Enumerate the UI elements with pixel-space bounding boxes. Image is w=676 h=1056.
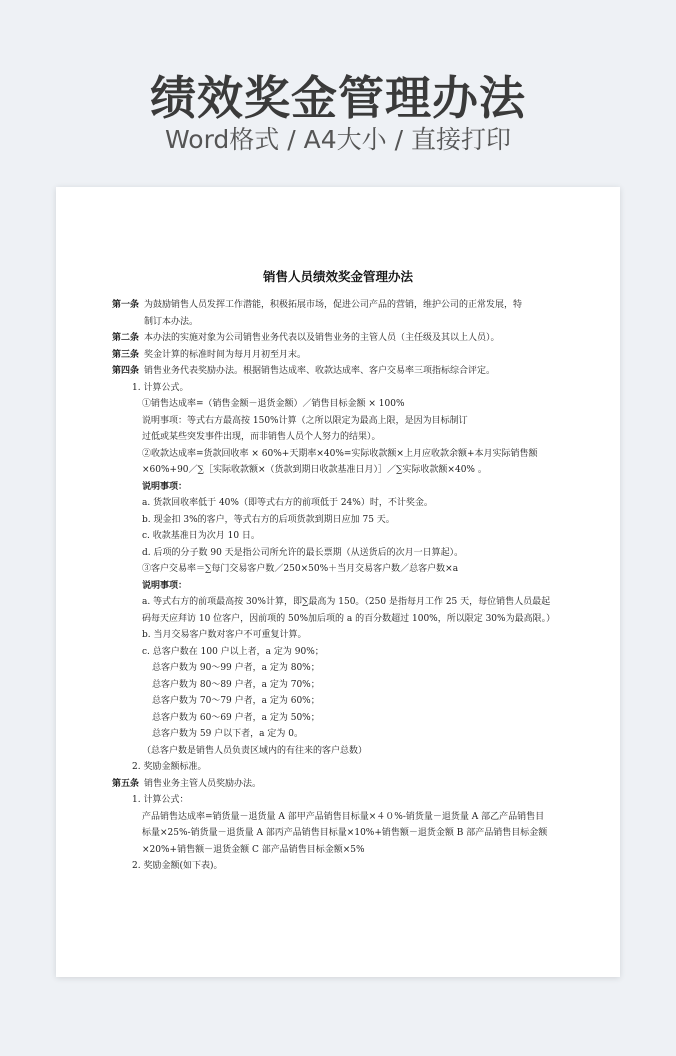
note-line: 说明事项：等式右方最高按 150%计算（之所以限定为最高上限，是因为目标制订 — [142, 415, 468, 426]
note-item: 码每天应拜访 10 位客户，因前项的 50%加后项的 a 的百分数超过 100%，所以限定 30%为最高限。） — [142, 613, 556, 624]
section-heading: 1. 计算公式。 — [132, 382, 189, 393]
article-label: 第五条 — [112, 778, 140, 789]
article-label: 第二条 — [112, 333, 140, 343]
note-item: c. 收款基准日为次月 10 日。 — [142, 531, 260, 541]
formula-line: ×20%+销售额－退货金额 C 部产品销售目标金额×5% — [142, 844, 365, 855]
article-text: 奖金计算的标准时间为每月月初至月末。 — [144, 349, 307, 360]
tier-line: 总客户数为 90～99 户者，a 定为 80%； — [152, 663, 320, 673]
section-heading: 2. 奖励金额标准。 — [132, 762, 207, 772]
section-heading: 2. 奖励金额(如下表)。 — [132, 861, 223, 871]
tier-line: 总客户数为 59 户以下者，a 定为 0。 — [152, 729, 303, 739]
article-text: 制订本办法。 — [144, 316, 199, 327]
tier-line: 总客户数为 80～89 户者，a 定为 70%； — [152, 679, 320, 690]
note-item: a. 货款回收率低于 40%（即等式右方的前项低于 24%）时，不计奖金。 — [142, 498, 433, 508]
note-item: a. 等式右方的前项最高按 30%计算，即∑最高为 150。（250 是指每月工作 25 天，每位销售人员最起 — [142, 597, 551, 607]
section-heading: 1. 计算公式： — [132, 795, 189, 805]
hero-title: 绩效奖金管理办法 — [150, 71, 526, 125]
formula-line: ①销售达成率=（销售金额－退货金额）／销售目标金额 × 100% — [142, 399, 405, 409]
note-item: d. 后项的分子数 90 天是指公司所允许的最长票期（从送货后的次月一日算起）。 — [142, 547, 464, 558]
formula-line: 产品销售达成率=销货量－退货量 A 部甲产品销售目标量×４０%-销货量－退货量 A 部乙产品销售目 — [142, 811, 545, 822]
formula-line: ×60%+90／∑［实际收款额×（货款到期日收款基准日月）］／∑实际收款额×40% 。 — [142, 465, 487, 475]
formula-line: 标量×25%-销货量－退货量 A 部丙产品销售目标量×10%+销售额－退货金额 B 部产品销售目标金额 — [142, 828, 548, 838]
note-line: 过低或某些突发事件出现，而非销售人员个人努力的结果）。 — [142, 432, 381, 442]
article-text: 本办法的实施对象为公司销售业务代表以及销售业务的主管人员（主任级及其以上人员）。 — [144, 333, 500, 343]
hero-subtitle: Word格式 / A4大小 / 直接打印 — [165, 125, 511, 154]
article-text: 销售业务主管人员奖励办法。 — [144, 778, 262, 789]
note-item: b. 当月交易客户数对客户不可重复计算。 — [142, 630, 307, 640]
document-page — [56, 187, 620, 977]
article-label: 第四条 — [112, 366, 140, 376]
article-label: 第三条 — [112, 349, 140, 360]
note-item: c. 总客户数在 100 户以上者，a 定为 90%； — [142, 646, 324, 657]
article-label: 第一条 — [112, 300, 140, 310]
notes-label: 说明事项： — [142, 481, 188, 492]
note-item: b. 现金扣 3%的客户，等式右方的后项货款到期日应加 75 天。 — [142, 514, 395, 525]
article-1 — [112, 297, 568, 330]
document-body — [112, 297, 568, 875]
article-3 — [112, 347, 568, 364]
document-title: 销售人员绩效奖金管理办法 — [262, 269, 413, 284]
article-text: 销售业务代表奖励办法。根据销售达成率、收款达成率、客户交易率三项指标综合评定。 — [144, 366, 496, 376]
note-line: （总客户数是销售人员负责区域内的有往来的客户总数） — [142, 745, 368, 756]
formula-line: ②收款达成率=货款回收率 × 60%+天期率×40%=实际收款额×上月应收款余额+本月实际销售额 — [142, 448, 538, 459]
tier-line: 总客户数为 70～79 户者，a 定为 60%； — [152, 696, 320, 706]
article-5 — [112, 776, 568, 793]
tier-line: 总客户数为 60～69 户者，a 定为 50%； — [152, 712, 320, 723]
article-text: 为鼓励销售人员发挥工作潜能，积极拓展市场，促进公司产品的营销，维护公司的正常发展，特 — [144, 300, 523, 310]
article-4 — [112, 363, 568, 380]
article-2 — [112, 330, 568, 347]
formula-line: ③客户交易率＝∑每门交易客户数／250×50%＋当月交易客户数／总客户数×a — [142, 564, 459, 574]
notes-label: 说明事项： — [142, 580, 188, 591]
